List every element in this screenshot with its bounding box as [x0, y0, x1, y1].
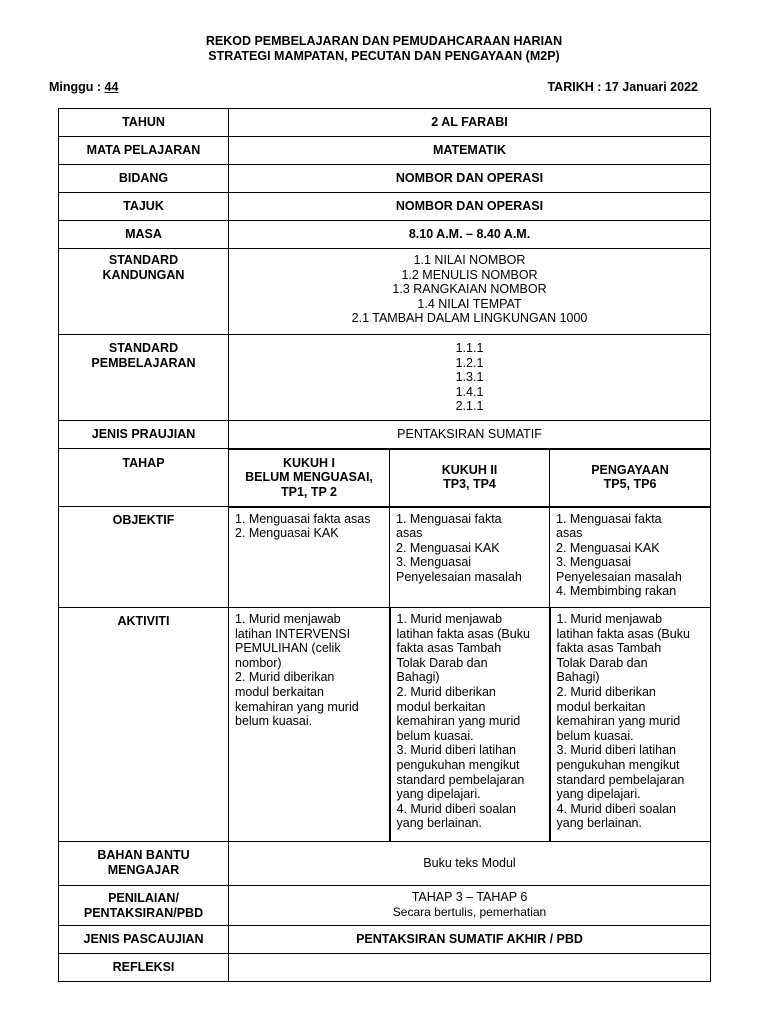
kukuh1-line1: KUKUH I — [282, 455, 336, 470]
standard-pembelajaran-list — [229, 335, 711, 421]
tahap-kukuh-1 — [229, 449, 390, 507]
bbm-label-line2: MENGAJAR — [107, 862, 180, 877]
row-masa — [59, 221, 711, 249]
aktiviti-label: AKTIVITI — [59, 608, 229, 842]
tahap-pengayaan — [550, 449, 711, 507]
aktiviti-line: yang berlainan. — [556, 816, 642, 831]
aktiviti-line: 1. Murid menjawab — [235, 612, 341, 626]
jenis-praujian-value: PENTAKSIRAN SUMATIF — [229, 421, 711, 449]
objektif-label: OBJEKTIF — [59, 507, 229, 608]
refleksi-label: REFLEKSI — [59, 954, 229, 982]
row-objektif — [59, 507, 711, 608]
objektif-line: asas — [396, 526, 423, 541]
sk-item: 1.4 NILAI TEMPAT — [417, 296, 522, 311]
tajuk-label: TAJUK — [59, 193, 229, 221]
aktiviti-line: 3. Murid diberi latihan — [556, 743, 677, 758]
aktiviti-line: yang dipelajari. — [396, 787, 481, 802]
objektif-line: 2. Menguasai KAK — [556, 540, 660, 555]
aktiviti-line: Bahagi) — [556, 670, 600, 685]
sk-item: 1.2 MENULIS NOMBOR — [401, 267, 538, 282]
tarikh: TARIKH : 17 Januari 2022 — [547, 80, 698, 94]
lesson-record-table — [58, 108, 711, 982]
row-tahap — [59, 449, 711, 507]
penilaian-value-line1: TAHAP 3 – TAHAP 6 — [411, 890, 528, 904]
bbm-label-line1: BAHAN BANTU — [97, 848, 190, 862]
penilaian-label-line2: PENTAKSIRAN/PBD — [83, 905, 204, 920]
aktiviti-line: Bahagi) — [396, 670, 440, 685]
bahan-bantu-mengajar-value: Buku teks Modul — [229, 842, 711, 886]
tahap-label: TAHAP — [59, 449, 229, 507]
pengayaan-line2: TP5, TP6 — [603, 477, 657, 492]
aktiviti-col-3 — [550, 608, 711, 842]
aktiviti-line: belum kuasai. — [556, 728, 634, 743]
penilaian-value-line2: Secara bertulis, pemerhatian — [392, 904, 547, 919]
aktiviti-line: belum kuasai. — [235, 714, 313, 729]
objektif-line: 4. Membimbing rakan — [556, 584, 677, 599]
aktiviti-line: latihan fakta asas (Buku — [556, 626, 690, 641]
objektif-line: Penyelesaian masalah — [556, 569, 682, 584]
sp-item: 1.3.1 — [455, 370, 484, 385]
tajuk-value: NOMBOR DAN OPERASI — [229, 193, 711, 221]
aktiviti-line: modul berkaitan — [556, 699, 646, 714]
objektif-line: Penyelesaian masalah — [396, 569, 522, 584]
aktiviti-line: kemahiran yang murid — [396, 714, 521, 729]
aktiviti-line: kemahiran yang murid — [556, 714, 681, 729]
aktiviti-line: 2. Murid diberikan — [235, 670, 335, 685]
minggu — [49, 79, 118, 95]
sk-item: 2.1 TAMBAH DALAM LINGKUNGAN 1000 — [351, 311, 588, 326]
aktiviti-line: 4. Murid diberi soalan — [396, 801, 517, 816]
kukuh2-line1: KUKUH II — [441, 462, 498, 477]
row-tajuk — [59, 193, 711, 221]
aktiviti-line: fakta asas Tambah — [396, 641, 502, 656]
bidang-label: BIDANG — [59, 165, 229, 193]
sk-item: 1.1 NILAI NOMBOR — [413, 253, 526, 267]
kukuh1-line2: BELUM MENGUASAI, — [245, 470, 373, 485]
row-jenis-pascaujian — [59, 926, 711, 954]
row-refleksi — [59, 954, 711, 982]
aktiviti-line: kemahiran yang murid — [235, 699, 359, 714]
kukuh2-line2: TP3, TP4 — [443, 477, 496, 492]
jenis-pascaujian-label: JENIS PASCAUJIAN — [59, 926, 229, 954]
row-standard-pembelajaran — [59, 335, 711, 421]
aktiviti-line: pengukuhan mengikut — [396, 757, 520, 772]
aktiviti-col-1 — [229, 608, 390, 842]
aktiviti-line: Tolak Darab dan — [396, 655, 488, 670]
aktiviti-line: pengukuhan mengikut — [556, 757, 680, 772]
sp-item: 1.1.1 — [455, 341, 484, 355]
row-mata-pelajaran — [59, 137, 711, 165]
sp-label-line1: STANDARD — [108, 341, 179, 355]
aktiviti-line: modul berkaitan — [396, 699, 486, 714]
masa-label: MASA — [59, 221, 229, 249]
standard-kandungan-list — [229, 249, 711, 335]
sp-item: 2.1.1 — [455, 399, 484, 414]
sp-label-line2: PEMBELAJARAN — [91, 355, 196, 370]
objektif-line: 2. Menguasai KAK — [396, 540, 500, 555]
row-jenis-praujian — [59, 421, 711, 449]
aktiviti-line: standard pembelajaran — [396, 772, 525, 787]
objektif-line: 1. Menguasai fakta — [396, 511, 502, 526]
aktiviti-line: standard pembelajaran — [556, 772, 685, 787]
objektif-line: 1. Menguasai fakta — [556, 511, 662, 526]
jenis-praujian-label: JENIS PRAUJIAN — [59, 421, 229, 449]
minggu-label: Minggu : — [49, 80, 105, 94]
aktiviti-line: latihan fakta asas (Buku — [396, 626, 530, 641]
tahun-label: TAHUN — [59, 109, 229, 137]
aktiviti-line: 4. Murid diberi soalan — [556, 801, 677, 816]
aktiviti-line: 3. Murid diberi latihan — [396, 743, 517, 758]
row-penilaian — [59, 886, 711, 926]
aktiviti-line: PEMULIHAN (celik — [235, 641, 341, 656]
mata-pelajaran-value: MATEMATIK — [229, 137, 711, 165]
penilaian-value — [229, 886, 711, 926]
aktiviti-line: belum kuasai. — [396, 728, 474, 743]
row-tahun — [59, 109, 711, 137]
bahan-bantu-mengajar-label — [59, 842, 229, 886]
objektif-line: 2. Menguasai KAK — [235, 526, 339, 541]
row-bidang — [59, 165, 711, 193]
objektif-line: asas — [556, 526, 583, 541]
standard-pembelajaran-label — [59, 335, 229, 421]
objektif-col-1 — [229, 507, 390, 608]
doc-title-line2: STRATEGI MAMPATAN, PECUTAN DAN PENGAYAAN (M2P) — [208, 49, 560, 63]
aktiviti-line: 2. Murid diberikan — [396, 684, 496, 699]
pengayaan-line1: PENGAYAAN — [591, 462, 669, 477]
sk-item: 1.3 RANGKAIAN NOMBOR — [392, 282, 547, 297]
aktiviti-line: fakta asas Tambah — [556, 641, 662, 656]
penilaian-label — [59, 886, 229, 926]
tahun-value: 2 AL FARABI — [229, 109, 711, 137]
objektif-line: 1. Menguasai fakta asas — [235, 511, 371, 526]
row-aktiviti — [59, 608, 711, 842]
aktiviti-line: modul berkaitan — [235, 684, 324, 699]
penilaian-label-line1: PENILAIAN/ — [108, 891, 179, 905]
aktiviti-line: 2. Murid diberikan — [556, 684, 656, 699]
objektif-col-3 — [550, 507, 711, 608]
sp-item: 1.2.1 — [455, 355, 484, 370]
standard-kandungan-label — [59, 249, 229, 335]
mata-pelajaran-label: MATA PELAJARAN — [59, 137, 229, 165]
aktiviti-line: 1. Murid menjawab — [556, 612, 663, 626]
sk-label-line2: KANDUNGAN — [102, 267, 185, 282]
aktiviti-line: yang dipelajari. — [556, 787, 641, 802]
aktiviti-line: latihan INTERVENSI — [235, 626, 351, 641]
objektif-line: 3. Menguasai — [556, 555, 632, 570]
sp-item: 1.4.1 — [455, 384, 484, 399]
aktiviti-col-2 — [390, 608, 550, 842]
bidang-value: NOMBOR DAN OPERASI — [229, 165, 711, 193]
row-standard-kandungan — [59, 249, 711, 335]
aktiviti-line: nombor) — [235, 655, 282, 670]
aktiviti-line: yang berlainan. — [396, 816, 482, 831]
jenis-pascaujian-value: PENTAKSIRAN SUMATIF AKHIR / PBD — [229, 926, 711, 954]
doc-title-line1: REKOD PEMBELAJARAN DAN PEMUDAHCARAAN HARIAN — [205, 34, 563, 48]
minggu-value: 44 — [104, 80, 119, 94]
tahap-kukuh-2 — [390, 449, 550, 507]
refleksi-value — [229, 954, 711, 982]
aktiviti-line: 1. Murid menjawab — [396, 612, 503, 626]
sk-label-line1: STANDARD — [108, 253, 179, 267]
row-bahan-bantu-mengajar — [59, 842, 711, 886]
masa-value: 8.10 A.M. – 8.40 A.M. — [229, 221, 711, 249]
objektif-col-2 — [390, 507, 550, 608]
kukuh1-line3: TP1, TP 2 — [280, 484, 338, 499]
objektif-line: 3. Menguasai — [396, 555, 472, 570]
aktiviti-line: Tolak Darab dan — [556, 655, 648, 670]
